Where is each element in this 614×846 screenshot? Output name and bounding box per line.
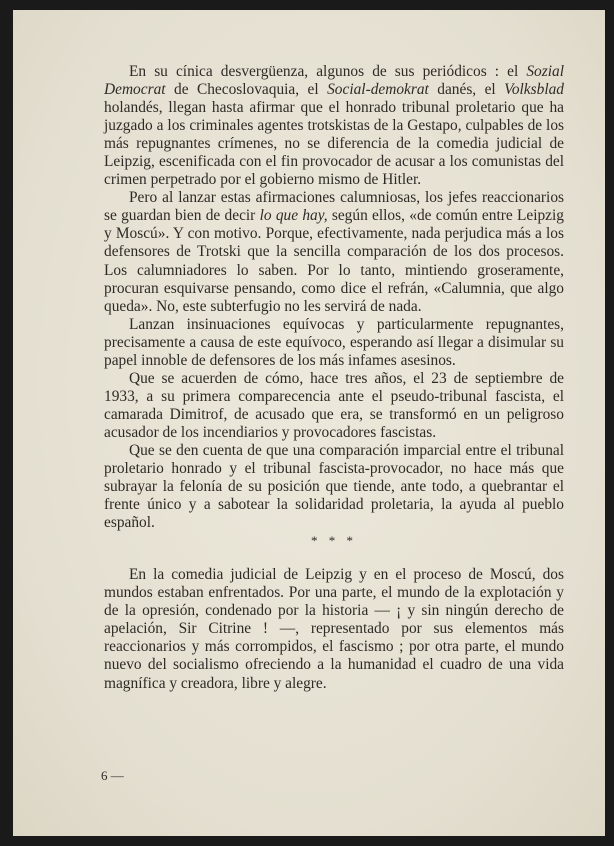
paragraph: Que se acuerden de cómo, hace tres años, el 23 de septiembre de 1933, a su primera comparecencia ante el pseudo-tribunal fascista, el camarada Dimitrof, de acusado que era, se transformó en un peligroso acusador de los incendiarios y provocadores fascistas. bbox=[104, 369, 564, 441]
italic-title: Volksblad bbox=[504, 81, 564, 99]
paragraph: Lanzan insinuaciones equívocas y particularmente repugnantes, precisamente a causa de este equívoco, esperando así llegar a disimular su papel innoble de defensores de los más infames asesinos. bbox=[104, 315, 564, 369]
paragraph: En la comedia judicial de Leipzig y en el proceso de Moscú, dos mundos estaban enfrentados. Por una parte, el mundo de la explotación y de la opresión, condenado por la historia — ¡ y sin ningún derecho de apelación, Sir Citrine ! —, representado por sus elementos más reaccionarios y más corrompidos, el fascismo ; por otra parte, el mundo nuevo del socialismo ofreciendo a la humanidad el cuadro de una vida magnífica y creadora, libre y alegre. bbox=[104, 566, 564, 692]
italic-title: Sozial Democrat bbox=[104, 63, 564, 99]
paragraph: En su cínica desvergüenza, algunos de sus periódicos : el Sozial Democrat de Checoslovaquia, el Social-demokrat danés, el Volksblad holandés, llegan hasta afirmar que el honrado tribunal proletario que ha juzgado a los criminales agentes trotskistas de la Gestapo, culpables de los más repugnantes crímenes, no se diferencia de la comedia judicial de Leipzig, escenificada con el fin provocador de acusar a los comunistas del crimen perpetrado por el gobierno mismo de Hitler. bbox=[104, 63, 564, 189]
section-separator: * * * bbox=[311, 533, 357, 549]
document-page bbox=[13, 10, 605, 836]
italic-title: lo que hay, bbox=[259, 207, 328, 225]
italic-title: Social-demokrat bbox=[327, 81, 429, 99]
paragraph: Que se den cuenta de que una comparación imparcial entre el tribunal proletario honrado y el tribunal fascista-provocador, no hace más que subrayar la felonía de su posición que tiende, ante todo, a quebrantar el frente único y a sabotear la solidaridad proletaria, la ayuda al pueblo español. bbox=[104, 441, 564, 532]
paragraph: Pero al lanzar estas afirmaciones calumniosas, los jefes reaccionarios se guardan bien de decir lo que hay, según ellos, «de común entre Leipzig y Moscú». Y con motivo. Porque, efectivamente, nada perjudica más a los defensores de Trotski que la sencilla comparación de los dos procesos. Los calumniadores lo saben. Por lo tanto, mintiendo groseramente, procuran esquivarse pensando, como dice el refrán, «Calumnia, que algo queda». No, este subterfugio no les servirá de nada. bbox=[104, 189, 564, 315]
page-number: 6 — bbox=[101, 768, 124, 783]
body-text bbox=[104, 63, 564, 693]
